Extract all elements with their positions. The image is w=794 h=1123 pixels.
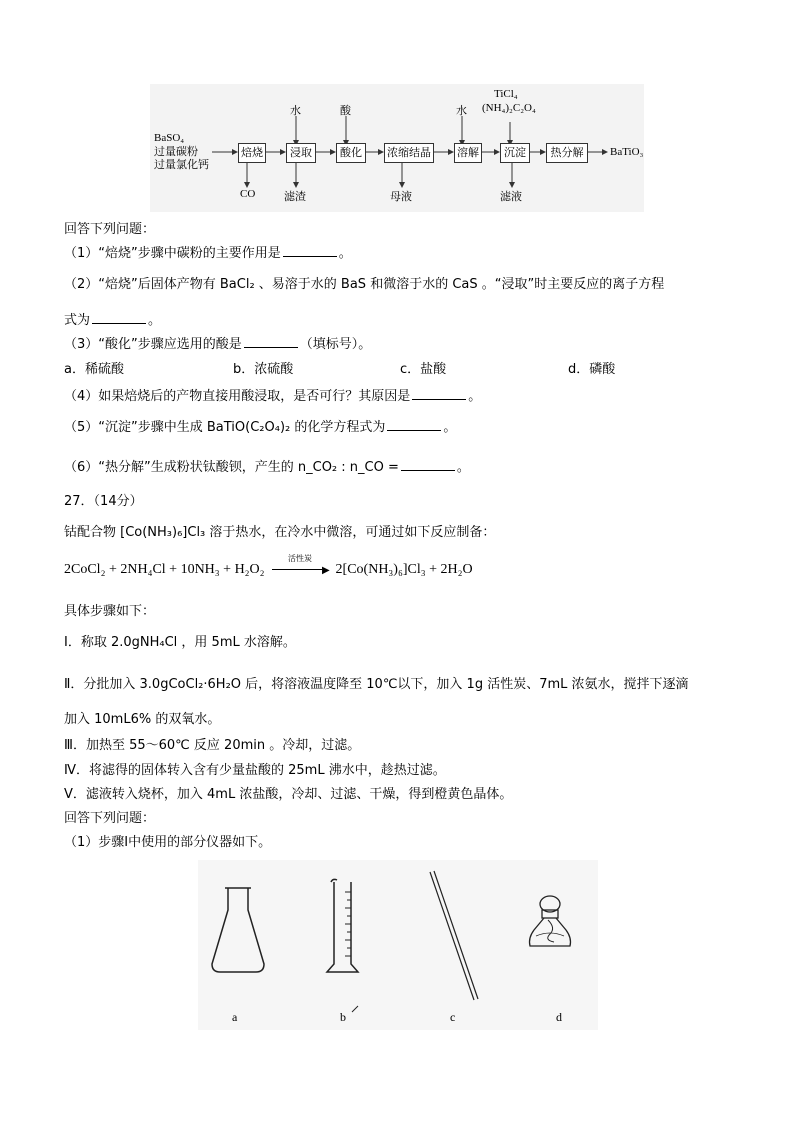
step-acidify: 酸化 bbox=[336, 143, 366, 163]
apparatus-label-a: a bbox=[232, 1010, 238, 1024]
catalyst-label: 活性炭 bbox=[288, 554, 313, 563]
label-co: CO bbox=[240, 188, 256, 200]
label-water-2: 水 bbox=[456, 104, 467, 117]
input-carbon: 过量碳粉 bbox=[154, 145, 198, 158]
q27-step3: Ⅲ．加热至 55～60℃ 反应 20min 。冷却，过滤。 bbox=[64, 738, 361, 753]
q26-6-text: （6）“热分解”生成粉状钛酸钡，产生的 n_CO₂ : n_CO = bbox=[64, 460, 399, 475]
q26-3-text: （3）“酸化”步骤应选用的酸是 bbox=[64, 337, 242, 352]
q26-6-end: 。 bbox=[456, 460, 470, 475]
q26-5 bbox=[64, 416, 456, 435]
apparatus-drawings bbox=[198, 860, 598, 1030]
conical-flask-icon bbox=[212, 888, 264, 972]
answer-blank bbox=[92, 311, 146, 324]
q26-2-end: 。 bbox=[148, 313, 162, 328]
q26-5-text: （5）“沉淀”步骤中生成 BaTiO(C₂O₄)₂ 的化学方程式为 bbox=[64, 420, 386, 435]
flow-inputs bbox=[154, 132, 209, 171]
label-mother-liquor: 母液 bbox=[390, 190, 412, 203]
input-cacl2: 过量氯化钙 bbox=[154, 158, 209, 171]
q26-2a: （2）“焙烧”后固体产物有 BaCl₂ 、易溶于水的 BaS 和微溶于水的 CaS 。“浸取”时主要反应的离子方程 bbox=[64, 277, 665, 292]
label-acid: 酸 bbox=[340, 104, 351, 117]
step-decompose: 热分解 bbox=[546, 143, 588, 163]
option-d: d．磷酸 bbox=[568, 362, 616, 377]
q26-3-end: （填标号）。 bbox=[299, 337, 372, 352]
q26-3 bbox=[64, 333, 371, 352]
option-b: b．浓硫酸 bbox=[233, 362, 294, 377]
q27-step5: Ⅴ．滤液转入烧杯，加入 4mL 浓盐酸，冷却、过滤、干燥，得到橙黄色晶体。 bbox=[64, 787, 513, 802]
q26-1-text: （1）“焙烧”步骤中碳粉的主要作用是 bbox=[64, 246, 281, 261]
apparatus-label-c: c bbox=[450, 1010, 456, 1024]
q27-step2a: Ⅱ．分批加入 3.0gCoCl₂·6H₂O 后，将溶液温度降至 10℃以下，加入 1g 活性炭、7mL 浓氨水，搅拌下逐滴 bbox=[64, 677, 689, 692]
q27-question-1: （1）步骤Ⅰ中使用的部分仪器如下。 bbox=[64, 835, 272, 850]
label-oxalate: (NH₄)₂C₂O₄ bbox=[482, 102, 536, 114]
answer-blank bbox=[387, 418, 441, 431]
apparatus-label-b: b bbox=[340, 1010, 346, 1024]
option-a: a．稀硫酸 bbox=[64, 362, 124, 377]
q27-step2b: 加入 10mL6% 的双氧水。 bbox=[64, 712, 221, 727]
q27-equation bbox=[64, 554, 473, 578]
apparatus-label-d: d bbox=[556, 1010, 562, 1024]
answer-blank bbox=[283, 244, 337, 257]
flow-product: BaTiO₃ bbox=[610, 146, 644, 158]
q26-1-end: 。 bbox=[338, 246, 352, 261]
q27-steps-intro: 具体步骤如下： bbox=[64, 604, 156, 619]
q26-2b-text: 式为 bbox=[64, 313, 91, 328]
label-filtrate: 滤液 bbox=[500, 190, 522, 203]
q27-header: 27．（14分） bbox=[64, 494, 143, 509]
graduated-cylinder-icon bbox=[327, 879, 358, 1012]
process-flow-diagram bbox=[150, 84, 644, 212]
q26-4 bbox=[64, 385, 481, 404]
step-dissolve: 溶解 bbox=[454, 143, 482, 163]
q26-intro: 回答下列问题： bbox=[64, 222, 156, 237]
step-roast: 焙烧 bbox=[238, 143, 266, 163]
q27-question-intro: 回答下列问题： bbox=[64, 811, 156, 826]
equation-arrow: 活性炭 ▶ bbox=[272, 562, 328, 578]
equation-right: 2[Co(NH₃)₆]Cl₃ + 2H₂O bbox=[335, 562, 473, 577]
q27-intro: 钴配合物 [Co(NH₃)₆]Cl₃ 溶于热水，在冷水中微溶，可通过如下反应制备： bbox=[64, 525, 496, 540]
q26-4-text: （4）如果焙烧后的产物直接用酸浸取，是否可行？其原因是 bbox=[64, 389, 411, 404]
step-precipitate: 沉淀 bbox=[500, 143, 530, 163]
q26-5-end: 。 bbox=[443, 420, 457, 435]
q27-step1: Ⅰ．称取 2.0gNH₄Cl ，用 5mL 水溶解。 bbox=[64, 635, 296, 650]
q26-2b bbox=[64, 309, 161, 328]
apparatus-figure bbox=[198, 860, 598, 1030]
q26-4-end: 。 bbox=[468, 389, 482, 404]
q27-step4: Ⅳ．将滤得的固体转入含有少量盐酸的 25mL 沸水中，趁热过滤。 bbox=[64, 763, 446, 778]
equation-left: 2CoCl₂ + 2NH₄Cl + 10NH₃ + H₂O₂ bbox=[64, 562, 265, 577]
q26-6 bbox=[64, 456, 470, 475]
label-water-1: 水 bbox=[290, 104, 301, 117]
step-concentrate: 浓缩结晶 bbox=[384, 143, 434, 163]
answer-blank bbox=[244, 335, 298, 348]
answer-blank bbox=[401, 458, 455, 471]
q26-1 bbox=[64, 242, 352, 261]
input-baso4: BaSO₄ bbox=[154, 132, 185, 144]
label-residue: 滤渣 bbox=[284, 190, 306, 203]
option-c: c．盐酸 bbox=[400, 362, 447, 377]
glass-rod-icon bbox=[430, 871, 478, 1000]
step-leach: 浸取 bbox=[286, 143, 316, 163]
reagent-bottle-icon bbox=[530, 896, 571, 946]
answer-blank bbox=[412, 387, 466, 400]
label-ticl4: TiCl₄ bbox=[494, 88, 518, 100]
